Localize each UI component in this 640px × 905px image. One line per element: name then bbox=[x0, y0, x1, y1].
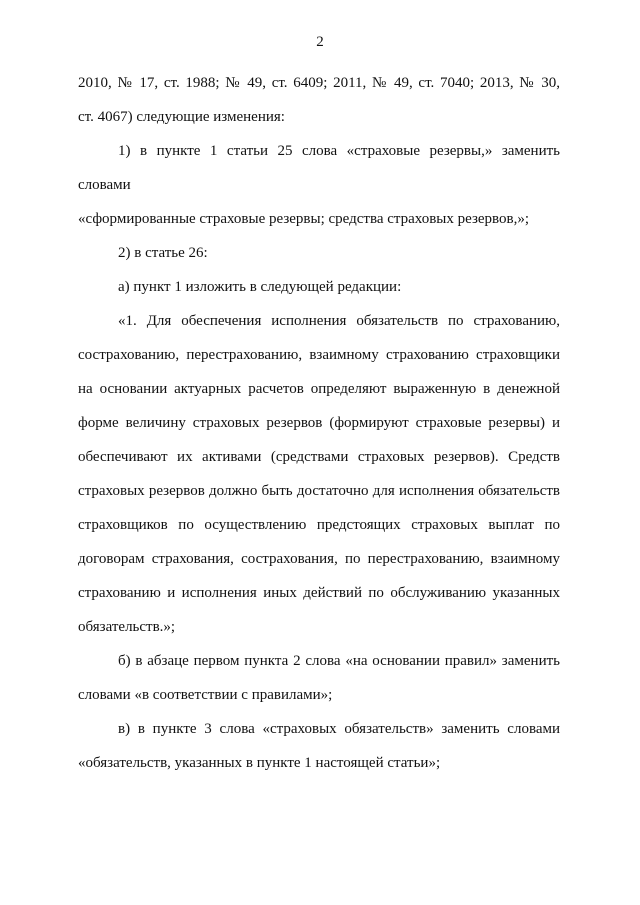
text-line: 2010, № 17, ст. 1988; № 49, ст. 6409; 2011, № 49, ст. 7040; 2013, № 30, bbox=[78, 75, 560, 91]
paragraph-1 bbox=[78, 66, 560, 134]
text-line: «сформированные страховые резервы; средства страховых резервов,»; bbox=[78, 211, 530, 227]
paragraph-6 bbox=[78, 644, 560, 712]
text-line: страховщиков по осуществлению предстоящих страховых выплат по bbox=[78, 517, 560, 533]
text-line: форме величину страховых резервов (формируют страховые резервы) и bbox=[78, 415, 560, 431]
paragraph-5 bbox=[78, 304, 560, 644]
document-body bbox=[78, 66, 560, 780]
text-line: «1. Для обеспечения исполнения обязательств по страхованию, bbox=[118, 313, 560, 329]
text-line: 2) в статье 26: bbox=[118, 245, 208, 261]
paragraph-3 bbox=[78, 236, 560, 270]
text-line: в) в пункте 3 слова «страховых обязательств» заменить словами bbox=[118, 721, 560, 737]
text-line: сострахованию, перестрахованию, взаимному страхованию страховщики bbox=[78, 347, 560, 363]
text-line: 1) в пункте 1 статьи 25 слова «страховые резервы,» заменить словами bbox=[78, 143, 560, 193]
paragraph-7 bbox=[78, 712, 560, 780]
text-line: словами «в соответствии с правилами»; bbox=[78, 687, 333, 703]
page-number: 2 bbox=[316, 34, 324, 50]
text-line: а) пункт 1 изложить в следующей редакции: bbox=[118, 279, 402, 295]
paragraph-2 bbox=[78, 134, 560, 236]
text-line: ст. 4067) следующие изменения: bbox=[78, 109, 285, 125]
text-line: договорам страхования, сострахования, по перестрахованию, взаимному bbox=[78, 551, 560, 567]
text-line: б) в абзаце первом пункта 2 слова «на основании правил» заменить bbox=[118, 653, 560, 669]
paragraph-4 bbox=[78, 270, 560, 304]
text-line: на основании актуарных расчетов определяют выраженную в денежной bbox=[78, 381, 560, 397]
text-line: обязательств.»; bbox=[78, 619, 176, 635]
text-line: страховых резервов должно быть достаточно для исполнения обязательств bbox=[78, 483, 560, 499]
text-line: обеспечивают их активами (средствами страховых резервов). Средств bbox=[78, 449, 560, 465]
text-line: страхованию и исполнения иных действий по обслуживанию указанных bbox=[78, 585, 560, 601]
text-line: «обязательств, указанных в пункте 1 настоящей статьи»; bbox=[78, 755, 441, 771]
